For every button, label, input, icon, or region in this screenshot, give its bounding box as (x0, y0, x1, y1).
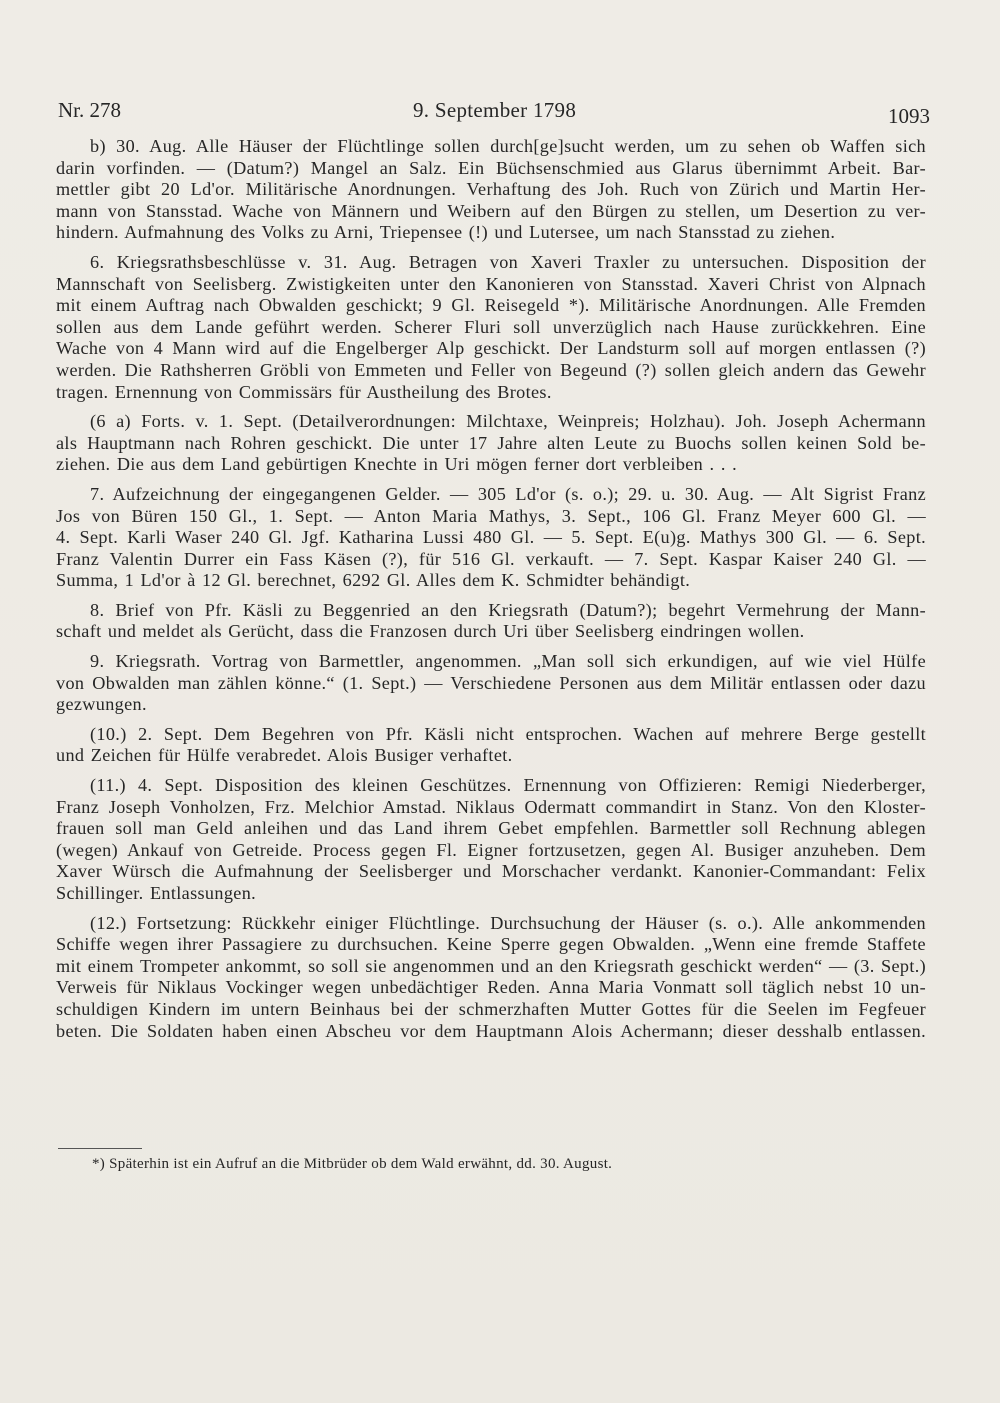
text-line: 8. Brief von Pfr. Käsli zu Beggenried an den Kriegsrath (Datum?); begehrt Vermehrung der Mann- (90, 599, 926, 620)
text-line: mit einem Trompeter ankommt, so soll sie angenommen und an den Kriegsrath geschickt werden“ — (3. Sept.) (56, 955, 926, 976)
text-line: Franz Joseph Vonholzen, Frz. Melchior Amstad. Niklaus Odermatt commandirt in Stanz. Von den Kloster- (56, 796, 926, 817)
text-line: werden. Die Rathsherren Gröbli von Emmeten und Feller von Begeund (?) sollen gleich andern das Gewehr (56, 359, 926, 380)
text-line: mettler gibt 20 Ld'or. Militärische Anordnungen. Verhaftung des Joh. Ruch von Zürich und Martin Her- (56, 179, 926, 200)
text-line: Wache von 4 Mann wird auf die Engelberger Alp geschickt. Der Landsturm soll auf morgen entlassen (?) (56, 338, 926, 359)
text-line: (6 a) Forts. v. 1. Sept. (Detailverordnungen: Milchtaxe, Weinpreis; Holzhau). Joh. Joseph Achermann (90, 411, 926, 432)
text-line: Verweis für Niklaus Vockinger wegen unbedächtiger Reden. Anna Maria Vonmatt soll täglich nebst 10 un- (56, 977, 926, 998)
text-line: Franz Valentin Durrer ein Fass Käsen (?), für 516 Gl. verkauft. — 7. Sept. Kaspar Kaiser 240 Gl. — (56, 548, 926, 569)
text-line: darin vorfinden. — (Datum?) Mangel an Salz. Ein Büchsenschmied aus Glarus übernimmt Arbeit. Bar- (56, 157, 926, 178)
text-line: schaft und meldet als Gerücht, dass die Franzosen durch Uri über Seelisberg eindringen wollen. (56, 621, 805, 642)
text-line: ziehen. Die aus dem Land gebürtigen Knechte in Uri mögen ferner dort verbleiben . . . (56, 454, 738, 475)
text-line: (12.) Fortsetzung: Rückkehr einiger Flüchtlinge. Durchsuchung der Häuser (s. o.). Alle ankommenden (90, 912, 926, 933)
paragraph-6 (56, 252, 926, 403)
paragraph-8 (56, 600, 926, 643)
paragraph-6a (56, 411, 926, 476)
text-line: 7. Aufzeichnung der eingegangenen Gelder. — 305 Ld'or (s. o.); 29. u. 30. Aug. — Alt Sigrist Franz (90, 483, 926, 504)
paragraph-7 (56, 484, 926, 592)
text-line: gezwungen. (56, 694, 147, 715)
text-line: 4. Sept. Karli Waser 240 Gl. Jgf. Katharina Lussi 480 Gl. — 5. Sept. E(u)g. Mathys 300 Gl. — 6. Sept. (56, 527, 926, 548)
document-number: Nr. 278 (58, 98, 121, 122)
text-line: hindern. Aufmahnung des Volks zu Arni, Triepensee (!) und Lutersee, um nach Stansstad zu ziehen. (56, 222, 836, 243)
footnote-divider (58, 1148, 142, 1149)
text-line: schuldigen Kindern im untern Beinhaus bei der schmerzhaften Mutter Gottes für die Seelen im Fegfeuer (56, 998, 926, 1019)
text-line: und Zeichen für Hülfe verabredet. Alois Busiger verhaftet. (56, 745, 513, 766)
text-line: Summa, 1 Ld'or à 12 Gl. berechnet, 6292 Gl. Alles dem K. Schmidter behändigt. (56, 570, 691, 591)
paragraph-10 (56, 724, 926, 767)
text-line: als Hauptmann nach Rohren geschickt. Die unter 17 Jahre alten Leute zu Buochs sollen keinen Sold be- (56, 432, 926, 453)
text-line: (10.) 2. Sept. Dem Begehren von Pfr. Käsli nicht entsprochen. Wachen auf mehrere Berge gestellt (90, 723, 926, 744)
paragraph-11 (56, 775, 926, 905)
text-line: Schillinger. Entlassungen. (56, 883, 257, 903)
page-number: 1093 (888, 104, 930, 128)
text-line: Xaver Würsch die Aufmahnung der Seelisberger und Morschacher verdankt. Kanonier-Commandant: Felix (56, 861, 926, 882)
text-line: mit einem Auftrag nach Obwalden geschickt; 9 Gl. Reisegeld *). Militärische Anordnungen. Alle Fremden (56, 295, 926, 316)
footnote: *) Späterhin ist ein Aufruf an die Mitbrüder ob dem Wald erwähnt, dd. 30. August. (92, 1156, 613, 1172)
paragraph-12 (56, 913, 926, 1043)
text-line: Jos von Büren 150 Gl., 1. Sept. — Anton Maria Mathys, 3. Sept., 106 Gl. Franz Meyer 600 Gl. — (56, 505, 926, 526)
text-line: Schiffe wegen ihrer Passagiere zu durchsuchen. Keine Sperre gegen Obwalden. „Wenn eine fremde Staffete (56, 934, 926, 955)
document-body (56, 136, 926, 1050)
text-line: 9. Kriegsrath. Vortrag von Barmettler, angenommen. „Man soll sich erkundigen, auf wie viel Hülfe (90, 651, 926, 672)
text-line: tragen. Ernennung von Commissärs für Austheilung des Brotes. (56, 381, 552, 402)
text-line: von Obwalden man zählen könne.“ (1. Sept.) — Verschiedene Personen aus dem Militär entlassen oder dazu (56, 672, 926, 693)
text-line: Mannschaft von Seelisberg. Zwistigkeiten unter den Kanonieren von Stansstad. Xaveri Christ von Alpnach (56, 273, 926, 294)
page-header (58, 94, 930, 134)
paragraph-b (56, 136, 926, 244)
paragraph-9 (56, 651, 926, 716)
text-line: frauen soll man Geld anleihen und das Land ihrem Gebet empfehlen. Barmettler soll Rechnung ablegen (56, 818, 926, 839)
document-date: 9. September 1798 (413, 98, 577, 122)
text-line: sollen aus dem Lande geführt werden. Scherer Fluri soll unverzüglich nach Hause zurückkehren. Eine (56, 316, 926, 337)
text-line: (11.) 4. Sept. Disposition des kleinen Geschützes. Ernennung von Offizieren: Remigi Niederberger, (90, 775, 926, 796)
text-line: b) 30. Aug. Alle Häuser der Flüchtlinge sollen durch[ge]sucht werden, um zu sehen ob Waffen sich (90, 136, 926, 156)
text-line: 6. Kriegsrathsbeschlüsse v. 31. Aug. Betragen von Xaveri Traxler zu untersuchen. Disposition der (90, 251, 926, 272)
text-line: beten. Die Soldaten haben einen Abscheu vor dem Hauptmann Alois Achermann; dieser desshalb entlassen. (56, 1020, 926, 1041)
text-line: mann von Stansstad. Wache von Männern und Weibern auf den Bürgen zu stellen, um Desertion zu ver- (56, 200, 926, 221)
text-line: (wegen) Ankauf von Getreide. Process gegen Fl. Eigner fortzusetzen, gegen Al. Busiger anzuheben. Dem (56, 839, 926, 860)
